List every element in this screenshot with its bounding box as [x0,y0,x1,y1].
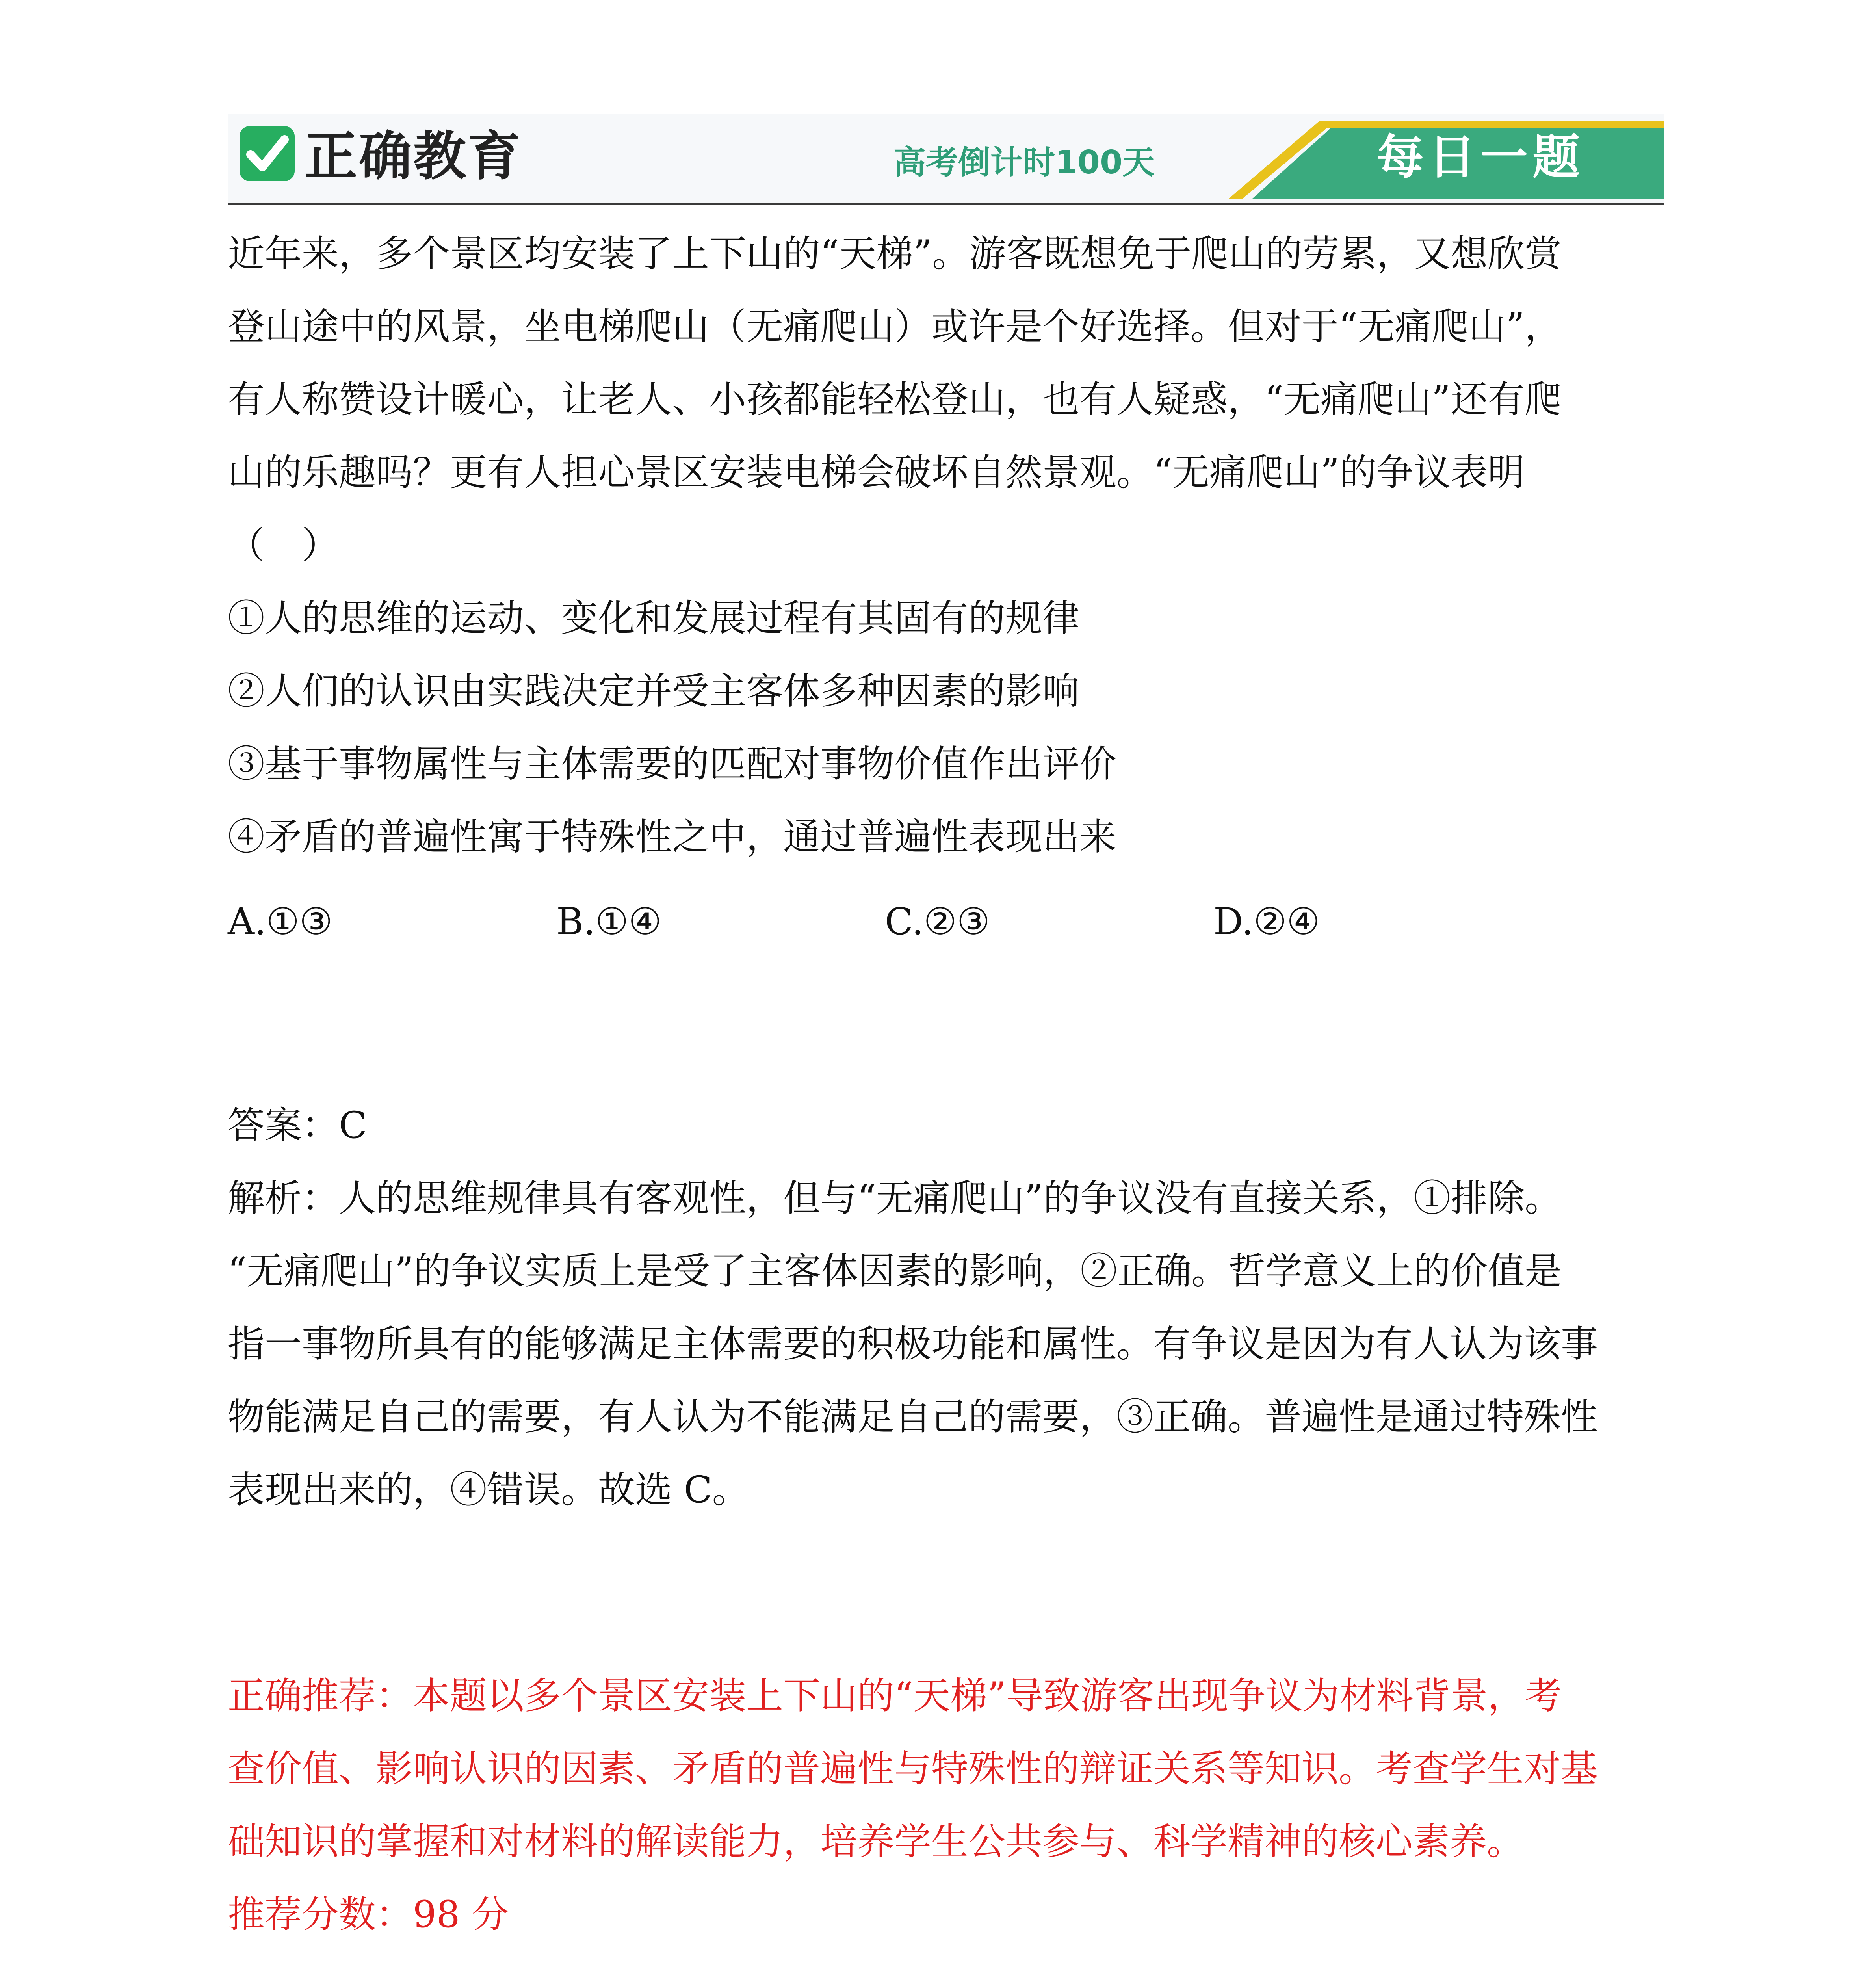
analysis-line: 指一事物所具有的能够满足主体需要的积极功能和属性。有争议是因为有人认为该事 [228,1323,1598,1366]
option-d: D.②④ [1213,900,1320,943]
question-line: 山的乐趣吗？更有人担心景区安装电梯会破坏自然景观。“无痛爬山”的争议表明 [228,451,1525,494]
statement-4: ④矛盾的普遍性寓于特殊性之中，通过普遍性表现出来 [228,816,1117,859]
option-b: B.①④ [556,900,662,943]
statement-3: ③基于事物属性与主体需要的匹配对事物价值作出评价 [228,743,1117,786]
page-header [228,114,1664,205]
analysis-line: 解析：人的思维规律具有客观性，但与“无痛爬山”的争议没有直接关系，①排除。 [228,1177,1562,1220]
question-line: 近年来，多个景区均安装了上下山的“天梯”。游客既想免于爬山的劳累，又想欣赏 [228,232,1562,275]
brand-name: 正确教育 [305,126,522,187]
statement-2: ②人们的认识由实践决定并受主客体多种因素的影响 [228,670,1080,713]
countdown-text: 高考倒计时100天 [893,144,1155,181]
option-a: A.①③ [228,900,333,943]
recommendation-line: 查价值、影响认识的因素、矛盾的普遍性与特殊性的辩证关系等知识。考查学生对基 [228,1747,1598,1790]
recommendation-score: 推荐分数：98 分 [228,1893,509,1936]
analysis-line: 表现出来的，④错误。故选 C。 [228,1468,749,1511]
question-line: 登山途中的风景，坐电梯爬山（无痛爬山）或许是个好选择。但对于“无痛爬山”， [228,305,1562,348]
daily-question-tag: 每日一题 [1376,130,1584,185]
analysis-line: 物能满足自己的需要，有人认为不能满足自己的需要，③正确。普遍性是通过特殊性 [228,1396,1598,1438]
check-icon [240,126,295,181]
answer-label: 答案：C [228,1104,367,1147]
recommendation-line: 础知识的掌握和对材料的解读能力，培养学生公共参与、科学精神的核心素养。 [228,1820,1524,1863]
analysis-line: “无痛爬山”的争议实质上是受了主客体因素的影响，②正确。哲学意义上的价值是 [228,1250,1562,1293]
answer-blank: （ ） [228,524,339,567]
question-line: 有人称赞设计暖心，让老人、小孩都能轻松登山，也有人疑惑，“无痛爬山”还有爬 [228,378,1562,421]
option-c: C.②③ [885,900,990,943]
statement-1: ①人的思维的运动、变化和发展过程有其固有的规律 [228,597,1080,640]
recommendation-line: 正确推荐：本题以多个景区安装上下山的“天梯”导致游客出现争议为材料背景，考 [228,1674,1562,1717]
